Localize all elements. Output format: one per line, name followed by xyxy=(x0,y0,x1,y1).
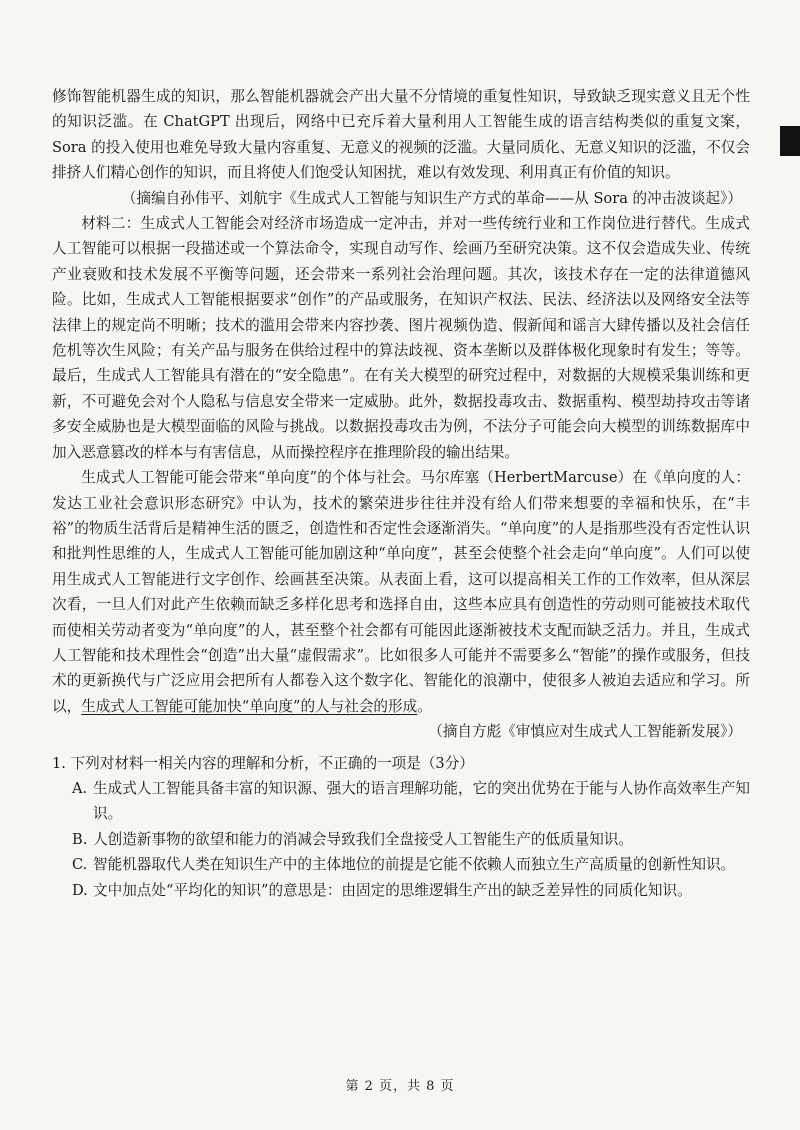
option-a xyxy=(52,776,750,827)
option-text: 生成式人工智能具备丰富的知识源、强大的语言理解功能，它的突出优势在于能与人协作高效率生产知识。 xyxy=(93,779,750,823)
question-1 xyxy=(52,751,750,903)
paragraph-3 xyxy=(52,465,750,719)
option-text: 人创造新事物的欲望和能力的消减会导致我们全盘接受人工智能生产的低质量知识。 xyxy=(93,830,633,848)
option-letter: A. xyxy=(72,779,88,797)
option-text: 文中加点处“平均化的知识”的意思是：由固定的思维逻辑生产出的缺乏差异性的同质化知识。 xyxy=(93,881,692,899)
underlined-conclusion: 生成式人工智能可能加快“单向度”的人与社会的形成 xyxy=(81,697,418,715)
question-stem: 1. 下列对材料一相关内容的理解和分析，不正确的一项是（3分） xyxy=(52,754,474,772)
option-text: 智能机器取代人类在知识生产中的主体地位的前提是它能不依赖人而独立生产高质量的创新性知识。 xyxy=(93,856,736,874)
option-letter: D. xyxy=(72,881,88,899)
option-d xyxy=(52,878,750,903)
option-letter: B. xyxy=(72,830,88,848)
option-b xyxy=(52,827,750,852)
source-citation-2: （摘自方彪《审慎应对生成式人工智能新发展》） xyxy=(428,723,742,741)
option-letter: C. xyxy=(72,856,88,874)
paragraph-1: 修饰智能机器生成的知识，那么智能机器就会产出大量不分情境的重复性知识，导致缺乏现实意义且无个性的知识泛滥。在 ChatGPT 出现后，网络中已充斥着大量利用人工智能生成的语言结构类似的重复文案，Sora 的投入使用也难免导致大量内容重复、无意义的视频的泛滥。大量同质化、无意义知识的泛滥，不仅会排挤人们精心创作的知识，而且将使人们饱受认知困扰，难以有效发现、利用真正有价值的知识。 xyxy=(52,88,750,182)
document-body xyxy=(52,84,750,903)
paragraph-3-end: 。 xyxy=(417,697,432,715)
paragraph-3-text: 生成式人工智能可能会带来“单向度”的个体与社会。马尔库塞（HerbertMarcuse）在《单向度的人：发达工业社会意识形态研究》中认为，技术的繁荣进步往往并没有给人们带来想要的幸福和快乐，在“丰裕”的物质生活背后是精神生活的匮乏，创造性和否定性会逐渐消失。“单向度”的人是指那些没有否定性认识和批判性思维的人，生成式人工智能可能加剧这种“单向度”，甚至会使整个社会走向“单向度”。人们可以使用生成式人工智能进行文字创作、绘画甚至决策。从表面上看，这可以提高相关工作的工作效率，但从深层次看，一旦人们对此产生依赖而缺乏多样化思考和选择自由，这些本应具有创造性的劳动则可能被技术取代而使相关劳动者变为“单向度”的人，甚至整个社会都有可能因此逐渐被技术支配而缺乏活力。并且，生成式人工智能和技术理性会“创造”出大量“虚假需求”。比如很多人可能并不需要多么“智能”的操作或服务，但技术的更新换代与广泛应用会把所有人都卷入这个数字化、智能化的浪潮中，使很多人被迫去适应和学习。所以， xyxy=(52,469,750,715)
option-c xyxy=(52,852,750,877)
source-citation-1: （摘编自孙伟平、刘航宇《生成式人工智能与知识生产方式的革命——从 Sora 的冲击波谈起》） xyxy=(121,189,742,207)
page-number-footer: 第 2 页，共 8 页 xyxy=(345,1079,455,1094)
scan-edge-mark xyxy=(780,126,800,156)
paragraph-material-2: 材料二：生成式人工智能会对经济市场造成一定冲击，并对一些传统行业和工作岗位进行替代。生成式人工智能可以根据一段描述或一个算法命令，实现自动写作、绘画乃至研究决策。这不仅会造成失业、传统产业衰败和技术发展不平衡等问题，还会带来一系列社会治理问题。其次，该技术存在一定的法律道德风险。比如，生成式人工智能根据要求“创作”的产品或服务，在知识产权法、民法、经济法以及网络安全法等法律上的规定尚不明晰；技术的滥用会带来内容抄袭、图片视频伪造、假新闻和谣言大肆传播以及社会信任危机等次生风险；有关产品与服务在供给过程中的算法歧视、资本垄断以及群体极化现象时有发生；等等。最后，生成式人工智能具有潜在的“安全隐患”。在有关大模型的研究过程中，对数据的大规模采集训练和更新，不可避免会对个人隐私与信息安全带来一定威胁。此外，数据投毒攻击、数据重构、模型劫持攻击等诸多安全威胁也是大模型面临的风险与挑战。以数据投毒攻击为例，不法分子可能会向大模型的训练数据库中加入恶意篡改的样本与有害信息，从而操控程序在推理阶段的输出结果。 xyxy=(52,215,750,461)
